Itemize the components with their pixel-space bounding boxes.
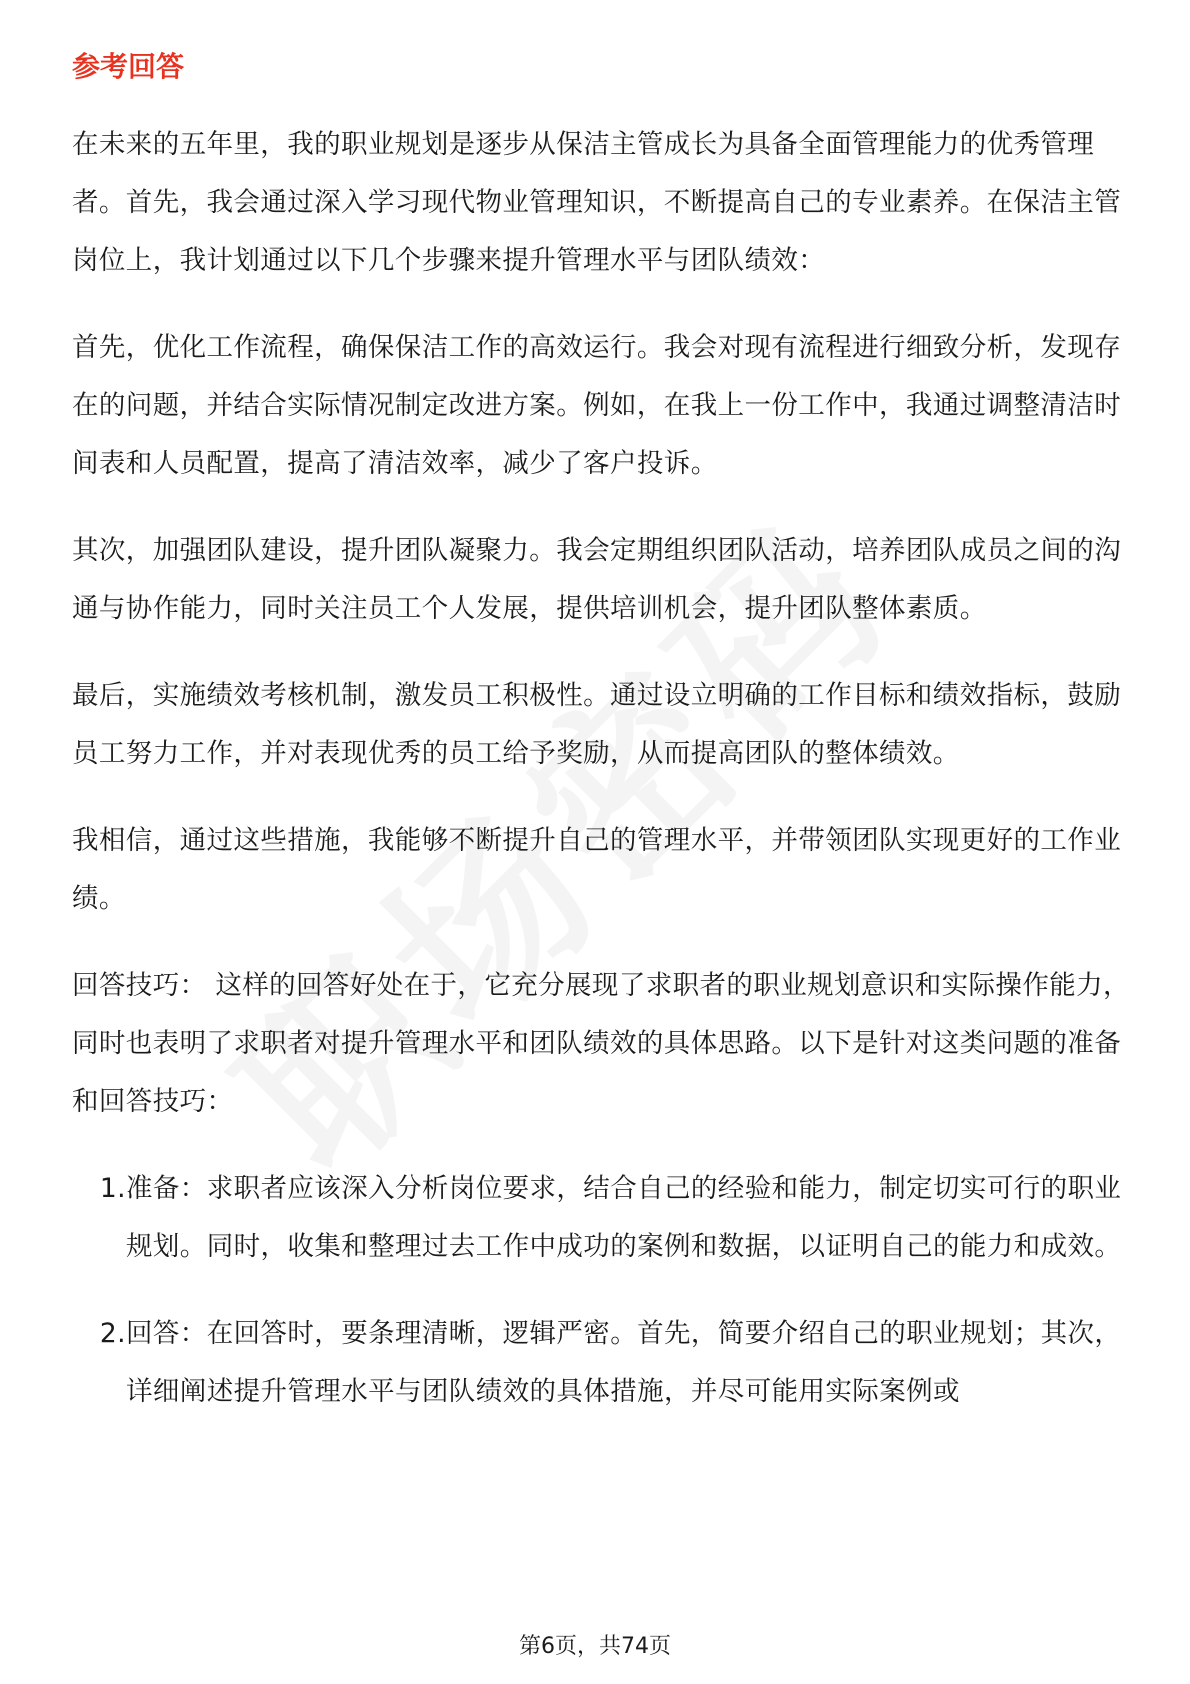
- list-item: [72, 1305, 1132, 1421]
- paragraph-tips: 回答技巧： 这样的回答好处在于，它充分展现了求职者的职业规划意识和实际操作能力，同时也表明了求职者对提升管理水平和团队绩效的具体思路。以下是针对这类问题的准备和回答技巧：: [72, 970, 1130, 1117]
- list-item-text: 准备：求职者应该深入分析岗位要求，结合自己的经验和能力，制定切实可行的职业规划。同时，收集和整理过去工作中成功的案例和数据，以证明自己的能力和成效。: [126, 1173, 1122, 1262]
- list-item-text: 回答：在回答时，要条理清晰，逻辑严密。首先，简要介绍自己的职业规划；其次，详细阐述提升管理水平与团队绩效的具体措施，并尽可能用实际案例或: [126, 1318, 1122, 1407]
- paragraph-conclusion: 我相信，通过这些措施，我能够不断提升自己的管理水平，并带领团队实现更好的工作业绩。: [72, 825, 1122, 914]
- paragraph-intro: 在未来的五年里，我的职业规划是逐步从保洁主管成长为具备全面管理能力的优秀管理者。首先，我会通过深入学习现代物业管理知识，不断提高自己的专业素养。在保洁主管岗位上，我计划通过以下几个步骤来提升管理水平与团队绩效：: [72, 129, 1122, 276]
- list-item-number: 1.: [99, 1173, 126, 1204]
- page-footer: 第6页，共74页: [519, 1634, 671, 1659]
- paragraph-last: 最后，实施绩效考核机制，激发员工积极性。通过设立明确的工作目标和绩效指标，鼓励员工努力工作，并对表现优秀的员工给予奖励，从而提高团队的整体绩效。: [72, 680, 1122, 769]
- answer-content: [72, 116, 1132, 1450]
- tips-list: [72, 1160, 1132, 1421]
- list-item: [72, 1160, 1132, 1276]
- paragraph-second: 其次，加强团队建设，提升团队凝聚力。我会定期组织团队活动，培养团队成员之间的沟通与协作能力，同时关注员工个人发展，提供培训机会，提升团队整体素质。: [72, 535, 1122, 624]
- section-heading: 参考回答: [72, 50, 185, 83]
- paragraph-first: 首先，优化工作流程，确保保洁工作的高效运行。我会对现有流程进行细致分析，发现存在的问题，并结合实际情况制定改进方案。例如，在我上一份工作中，我通过调整清洁时间表和人员配置，提高了清洁效率，减少了客户投诉。: [72, 332, 1122, 479]
- list-item-number: 2.: [99, 1318, 126, 1349]
